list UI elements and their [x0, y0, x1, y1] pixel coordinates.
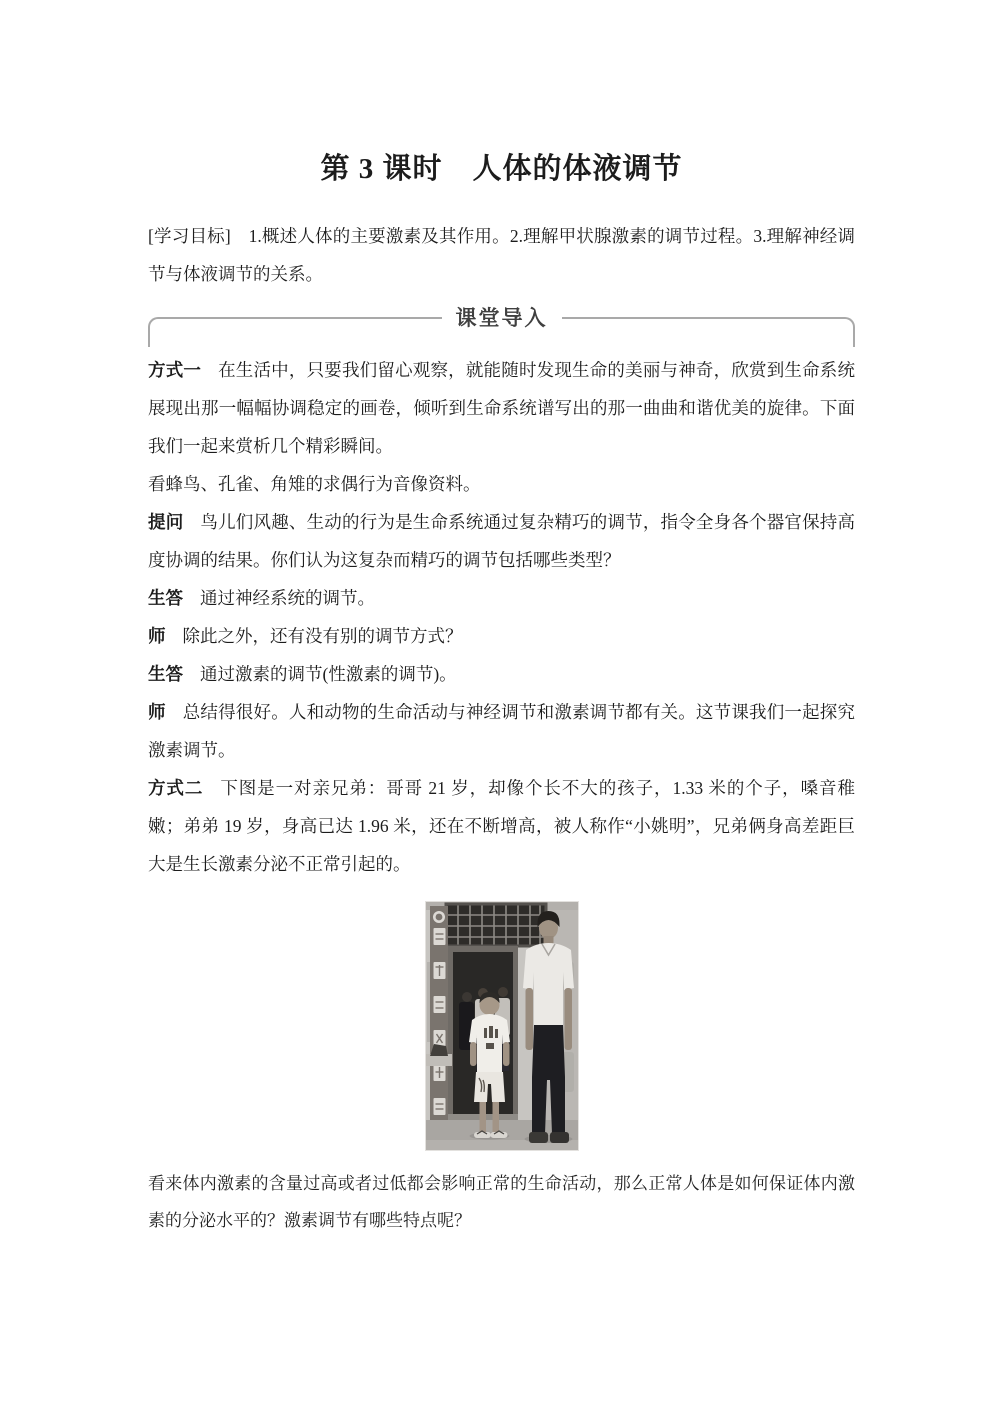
speaker-label: 方式一	[148, 360, 202, 380]
speaker-label: 师	[148, 702, 166, 722]
speaker-label: 提问	[148, 512, 184, 532]
paragraph-text: 下图是一对亲兄弟：哥哥 21 岁，却像个长不大的孩子，1.33 米的个子，嗓音稚嫩；弟弟 19 岁，身高已达 1.96 米，还在不断增高，被人称作“小姚明”，兄弟俩身高差距巨大是生长激素分泌不正常引起的。	[148, 778, 855, 874]
section-divider	[148, 307, 855, 349]
paragraph-text: 通过激素的调节(性激素的调节)。	[200, 664, 457, 684]
dialogue-paragraph	[148, 351, 855, 465]
page-title: 第 3 课时 人体的体液调节	[320, 153, 683, 185]
dialogue-paragraph	[148, 655, 855, 693]
speaker-label: 师	[148, 626, 166, 646]
divider-line-left	[148, 317, 442, 347]
paragraph-text: 除此之外，还有没有别的调节方式？	[182, 626, 463, 646]
speaker-label: 生答	[148, 664, 183, 684]
paragraph-text: 总结得很好。人和动物的生命活动与神经调节和激素调节都有关。这节课我们一起探究激素调节。	[148, 702, 856, 760]
closing-question: 看来体内激素的含量过高或者过低都会影响正常的生命活动，那么正常人体是如何保证体内激素的分泌水平的？激素调节有哪些特点呢？	[148, 1174, 855, 1230]
divider-line-right	[562, 317, 856, 347]
learning-objectives: [学习目标] 1.概述人体的主要激素及其作用。2.理解甲状腺激素的调节过程。3.理解神经调节与体液调节的关系。	[148, 226, 855, 284]
dialogue-paragraph	[148, 579, 855, 617]
dialogue-paragraph	[148, 503, 855, 579]
paragraph-text: 鸟儿们风趣、生动的行为是生命系统通过复杂精巧的调节，指令全身各个器官保持高度协调的结果。你们认为这复杂而精巧的调节包括哪些类型？	[148, 512, 856, 570]
page-content	[148, 0, 855, 1239]
speaker-label: 方式二	[148, 778, 204, 798]
paragraph-text: 看蜂鸟、孔雀、角雉的求偶行为音像资料。	[148, 474, 481, 494]
dialogue-paragraph	[148, 617, 855, 655]
speaker-label: 生答	[148, 588, 183, 608]
paragraph-text: 通过神经系统的调节。	[200, 588, 375, 608]
brothers-photo-illustration	[425, 901, 579, 1151]
paragraph-text: 在生活中，只要我们留心观察，就能随时发现生命的美丽与神奇，欣赏到生命系统展现出那一幅幅协调稳定的画卷，倾听到生命系统谱写出的那一曲曲和谐优美的旋律。下面我们一起来赏析几个精彩瞬间。	[148, 360, 855, 456]
brothers-photo	[425, 901, 579, 1151]
dialogue-section	[148, 351, 855, 883]
dialogue-paragraph	[148, 465, 855, 503]
dialogue-paragraph	[148, 693, 855, 769]
dialogue-paragraph	[148, 769, 855, 883]
section-title: 课堂导入	[455, 307, 548, 330]
